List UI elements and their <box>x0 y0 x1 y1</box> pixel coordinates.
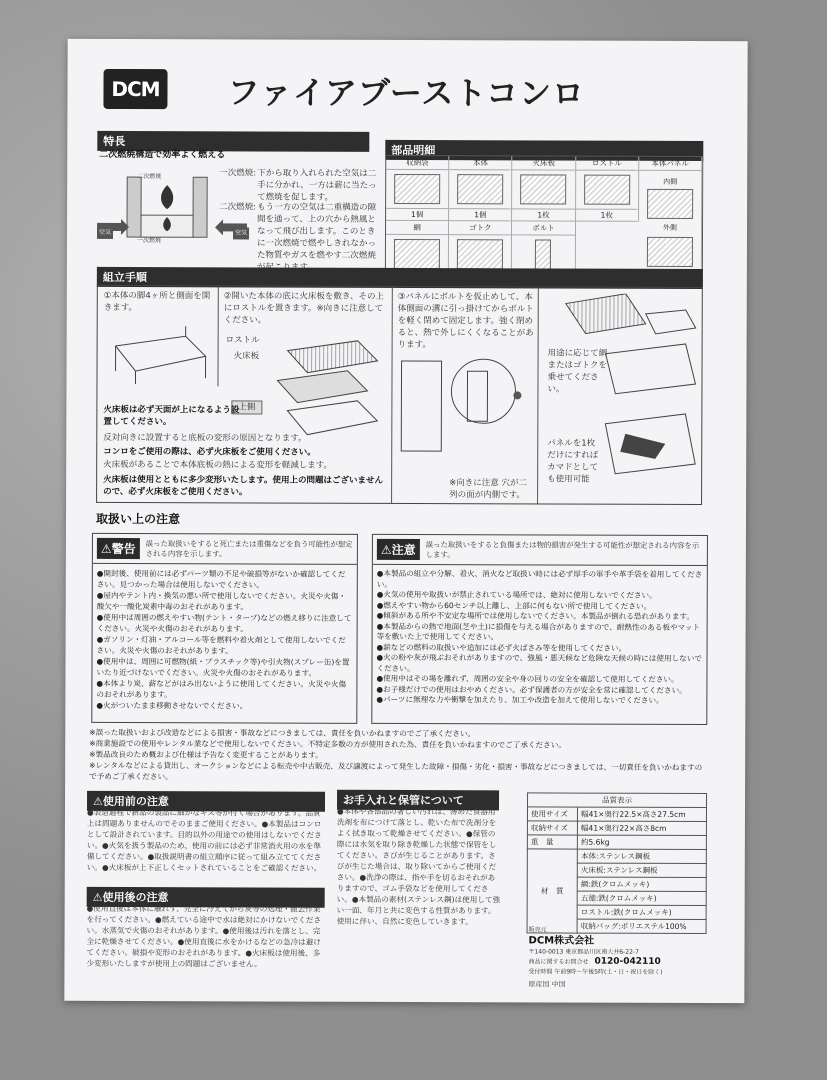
after-use-bar: ⚠使用後の注意 <box>87 887 325 908</box>
care-text: ●本体や各部品の著しい汚れは、薄めた食器用洗剤を布につけて落とし、乾いた布で洗剤分をよく拭き取って乾燥させてください。●保管の際には水気を取り除き乾燥した状態で保管をしてください。さびが生じることがあります。さびが生じた場合は、取り除いてからご使用ください。●洗浄の際は、指や手を切るおそれがありますので、ゴム手袋などを使用してください。●本製品の素材(ステンレス鋼)は使用して強い一面、年月と共に変色する性質があります。使用に伴い、自然に変色していきます。 <box>336 806 501 927</box>
caution-item: ●パーツに無理な力や衝撃を加えたり、加工や改造を加えて使用しないでください。 <box>376 694 664 705</box>
part-cell-panel: 本体パネル 内側 外側 <box>639 157 703 285</box>
warn1: 火床板は必ず天面が上になるよう設置してください。 <box>103 404 240 428</box>
instruction-sheet <box>64 39 747 1003</box>
primary-label: 一次燃焼: <box>219 168 257 179</box>
caution-item: ●薪などの燃料の取扱いや追加には必ず火ばさみ等を使用してください。 <box>376 642 627 653</box>
warning-lead: 誤った取扱いをすると死亡または重傷などを負う可能性が想定される内容を示します。 <box>145 538 353 558</box>
spec-table: 品質表示 使用サイズ 幅41×奥行22.5×高さ27.5cm 収納サイズ 幅41×奥行22×高さ8cm 重 量 約5.6kg 材 質 本体:ステンレス鋼板 火床板:ステンレス鋼板 網:鉄(クロムメッキ) 五徳:鉄(クロムメッキ) ロストル:鉄(クロムメッキ) 収納バッグ:ポリエステル100% <box>527 792 707 934</box>
secondary-label: 二次燃焼: <box>219 202 256 213</box>
page-title: ファイアブーストコンロ <box>227 73 586 113</box>
caution-item: ●火気の使用や取扱いが禁止されている場所では、絶対に使用しないでください。 <box>376 589 657 600</box>
note-line: ※レンタルなどによる貸出し、オークションなどによる転売や中古販売、及び譲渡によって発生した故障・損傷・劣化・損害・事故などにつきましては、一切責任を負いかねますので予めご了承ください。 <box>89 760 703 782</box>
air-left-label: 空気 <box>97 227 113 239</box>
part-cell: 火床板 1枚 <box>512 156 575 220</box>
caution-item: ●本製品からの熱で地面(芝や土)に損傷を与える場合がありますので、耐熱性のある板やマット等を敷いた上で使用してください。 <box>376 621 701 642</box>
caution-item: ●傾斜がある所や不安定な場所では使用しないでください。本製品が倒れる恐れがあります。 <box>376 610 695 622</box>
part-cell: 網 <box>386 220 449 285</box>
part-cell: ゴトク <box>449 220 512 285</box>
step1-text: ①本体の脚4ヶ所と側面を開きます。 <box>103 290 211 314</box>
before-use-text: ●製造過程で新品の製品に細かなキズ等が付く場合があります。品質上は問題ありませんのでそのままご使用ください。●本製品はコンロとして設計されています。目的以外の用途での使用はしないでください。●火気を扱う製品のため、使用の前には必ず非常消火用の水を準備してください。●取扱説明書の組立順序に従って組み立ててください。●火床板が上下正しくセットされていることをご確認ください。 <box>86 807 322 873</box>
company-address: 〒140-0013 東京都品川区南大井6-22-7 <box>528 948 639 956</box>
step2-text: ②開いた本体の底に火床板を敷き、その上にロストルを置きます。※向きに注意してください。 <box>223 291 385 326</box>
warning-item: ●使用中は、周囲に可燃物(紙・プラスチック等)や引火物(スプレー缶)を置いたり近づけないでください。火災や火傷のおそれがあります。 <box>96 656 350 678</box>
step1-illustration <box>105 316 215 386</box>
diagram-primary-label: 一次燃焼 <box>136 237 162 245</box>
note-line: ※製品改良のため概および仕様は予告なく変更することがあります。 <box>89 749 323 760</box>
dcm-logo: DCM <box>103 69 167 109</box>
part-cell: 本体 1個 <box>449 156 512 220</box>
company-name: DCM株式会社 <box>528 935 595 947</box>
panel-note: パネルを1枚だけにすればカマドとしても使用可能 <box>547 438 599 485</box>
after-use-text: ●使用直後は本体に触れず、完全に冷えてから灰等の処理・撤去作業を行ってください。●燃えている途中で水は絶対にかけないでください。水蒸気で火傷のおそれがあります。●使用後は汚れを落とし、完全に乾燥させてください。●使用直後に水をかけるなどの急冷は避けてください。破損や変形のおそれがあります。●火床板は使用後、多少変形いたしますが使用上の問題はございません。 <box>86 903 322 969</box>
warning-item: ●屋内やテント内・換気の悪い所で使用しないでください。火災や火傷・酸欠や一酸化炭素中毒のおそれがあります。 <box>96 590 347 612</box>
assembly-box <box>96 285 703 505</box>
step2-plate-label: 火床板 <box>233 351 260 362</box>
caution-lead: 誤った取扱いをすると負傷または物的損害が発生する可能性が想定される内容を示します。 <box>425 539 700 559</box>
caution-item: ●お子様だけでの使用はおやめください。必ず保護者の方が安全を常に確認してください。 <box>376 684 687 695</box>
caution-item: ●燃えやすい物から60センチ以上離し、上部に何もない所で使用してください。 <box>376 600 652 611</box>
warn1-sub: 反対向きに設置すると底板の変形の原因となります。 <box>103 432 307 444</box>
air-right-label: 空気 <box>233 227 249 239</box>
warning-item: ●使用中は周囲の燃えやすい物(テント・タープ)などの燃え移りに注意してください。火災や火傷のおそれがあります。 <box>96 612 352 634</box>
seller-label: 販売元 <box>528 926 547 934</box>
warn2-sub: 火床板があることで本体底板の熱による変形を軽減します。 <box>103 459 333 471</box>
warning-item: ●火がついたまま移動させないでください。 <box>96 700 248 711</box>
care-bar: お手入れと保管について <box>337 790 499 811</box>
parts-bar: 部品明細 <box>385 140 703 161</box>
caution-item: ●火の粉や灰が飛ぶおそれがありますので、強風・悪天候など危険な天候の時には使用しないでください。 <box>376 652 702 673</box>
part-cell: 収納袋 1個 <box>386 156 449 220</box>
caution-item: ●本製品の組立や分解、着火、消火など取扱い時には必ず厚手の軍手や革手袋を着用してください。 <box>376 568 703 589</box>
warn2: コンロをご使用の際は、必ず火床板をご使用ください。 <box>103 446 316 458</box>
step2-lostle-label: ロストル <box>225 335 260 346</box>
contact-hours: 受付時間 午前9時〜午後5時(土・日・祝日を除く) <box>528 968 663 976</box>
part-cell: ボルト <box>512 220 575 285</box>
part-cell: ロストル 1枚 <box>576 157 639 221</box>
spec-title: 品質表示 <box>528 793 707 808</box>
before-use-bar: ⚠使用前の注意 <box>87 791 325 812</box>
primary-text: 下から取り入れられた空気は二手に分かれ、一方は薪に当たって燃焼を促します。 <box>257 168 377 203</box>
warning-item: ●本体より炭、薪などがはみ出ないように使用してください。火災や火傷のおそれがあります。 <box>96 678 347 700</box>
note-line: ※商業施設での使用やレンタル業などで使用しないでください。不特定多数の方が使用された為、責任を負いかねますのでご了承ください。 <box>89 738 566 750</box>
diagram-secondary-label: 二次燃焼 <box>137 173 162 181</box>
disclaimer-notes <box>89 727 709 784</box>
step3-note: ※向きに注意 穴が二列の面が内側です。 <box>449 478 527 501</box>
caution-badge: ⚠注意 <box>377 539 420 560</box>
assembly-bar: 組立手順 <box>97 267 703 289</box>
step2-illustration <box>267 331 387 441</box>
material-label: 材 質 <box>527 849 577 933</box>
note-line: ※誤った取扱いおよび改造などによる損害・事故などにつきましては、責任を負いかねますのでご了承ください。 <box>89 727 476 739</box>
warning-badge: ⚠警告 <box>97 538 140 559</box>
origin: 原産国 中国 <box>528 980 566 989</box>
warn3: 火床板は使用とともに多少変形いたします。使用上の問題はございませんので、必ず火床板をご使用ください。 <box>103 474 383 498</box>
secondary-text: もう一方の空気は二重構造の隙間を通って、上の穴から熱風となって飛び出します。このときに一次燃焼で燃やしきれなかった物質やガスを燃やす二次燃焼が起こります。 <box>256 202 377 261</box>
caution-item: ●使用中はその場を離れず、周囲の安全や身の回りの安全を確認して使用してください。 <box>376 673 679 684</box>
warning-item: ●開封後、使用前には必ずパーツ類の不足や破損等がないか確認してください。見つかった場合は使用しないでください。 <box>96 568 346 590</box>
step3-text: ③パネルにボルトを仮止めして、本体側面の溝に引っ掛けてからボルトを軽く閉めて固定します。強く閉めると、熱で外しにくくなることがあります。 <box>397 291 534 351</box>
warning-item: ●ガソリン・灯油・アルコール等を燃料や着火剤として使用しないでください。火災や火傷のおそれがあります。 <box>96 634 346 656</box>
contact-phone: 0120-042110 <box>594 956 661 967</box>
handling-title: 取扱い上の注意 <box>95 511 181 527</box>
gotoku-note: 用途に応じて網またはゴトクを乗せてください。 <box>547 348 608 395</box>
contact-label: 商品に関するお問合せ <box>528 958 589 966</box>
features-bar: 特長 <box>97 131 369 152</box>
step2-up-label: 上側 <box>231 400 262 414</box>
warning-box <box>91 533 358 724</box>
features-subtitle: 二次燃焼構造で効率よく燃える <box>99 149 226 161</box>
caution-box <box>371 534 708 725</box>
